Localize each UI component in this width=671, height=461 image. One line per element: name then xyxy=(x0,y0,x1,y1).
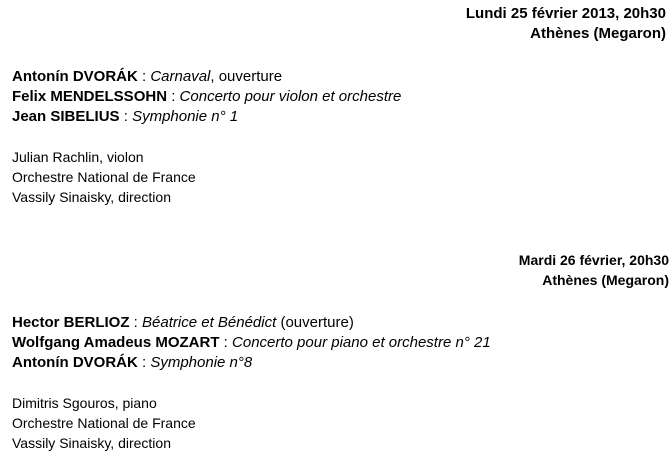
work-title: Symphonie n° 1 xyxy=(132,108,239,125)
event-header xyxy=(12,250,669,290)
event-date: Lundi 25 février 2013, 20h30 xyxy=(465,5,666,22)
performer: Orchestre National de France xyxy=(12,169,196,185)
performer: Dimitris Sgouros, piano xyxy=(12,395,157,411)
work-title: Concerto pour violon et orchestre xyxy=(179,88,402,105)
event-venue: Athènes (Megaron) xyxy=(530,25,666,42)
separator: : xyxy=(129,314,143,331)
program-item xyxy=(12,107,666,127)
concert-event-2 xyxy=(12,250,669,453)
event-date: Mardi 26 février, 20h30 xyxy=(518,252,669,268)
performers-list xyxy=(12,147,666,207)
performer: Vassily Sinaisky, direction xyxy=(12,435,171,451)
work-title: Carnaval xyxy=(150,68,211,85)
work-title: Symphonie n°8 xyxy=(150,354,253,371)
composer-name: Wolfgang Amadeus MOZART xyxy=(12,334,220,351)
work-suffix: , ouverture xyxy=(210,68,283,85)
concert-event-1 xyxy=(12,4,666,207)
composer-name: Antonín DVORÁK xyxy=(12,354,138,371)
performers-list xyxy=(12,393,666,453)
separator: : xyxy=(219,334,233,351)
composer-name: Jean SIBELIUS xyxy=(12,108,120,125)
program-item xyxy=(12,313,666,333)
work-title: Concerto pour piano et orchestre n° 21 xyxy=(232,334,491,351)
program-item xyxy=(12,87,666,107)
separator: : xyxy=(137,68,151,85)
work-title: Béatrice et Bénédict xyxy=(142,314,277,331)
program-list xyxy=(12,67,666,127)
separator: : xyxy=(137,354,151,371)
performer: Orchestre National de France xyxy=(12,415,196,431)
program-list xyxy=(12,313,666,373)
composer-name: Felix MENDELSSOHN xyxy=(12,88,168,105)
program-item xyxy=(12,353,666,373)
work-suffix: (ouverture) xyxy=(276,314,354,331)
performer: Vassily Sinaisky, direction xyxy=(12,189,171,205)
event-venue: Athènes (Megaron) xyxy=(542,272,669,288)
program-item xyxy=(12,333,666,353)
performer: Julian Rachlin, violon xyxy=(12,149,144,165)
separator: : xyxy=(167,88,180,105)
separator: : xyxy=(119,108,133,125)
composer-name: Hector BERLIOZ xyxy=(12,314,130,331)
composer-name: Antonín DVORÁK xyxy=(12,68,138,85)
event-header xyxy=(12,4,666,44)
program-item xyxy=(12,67,666,87)
